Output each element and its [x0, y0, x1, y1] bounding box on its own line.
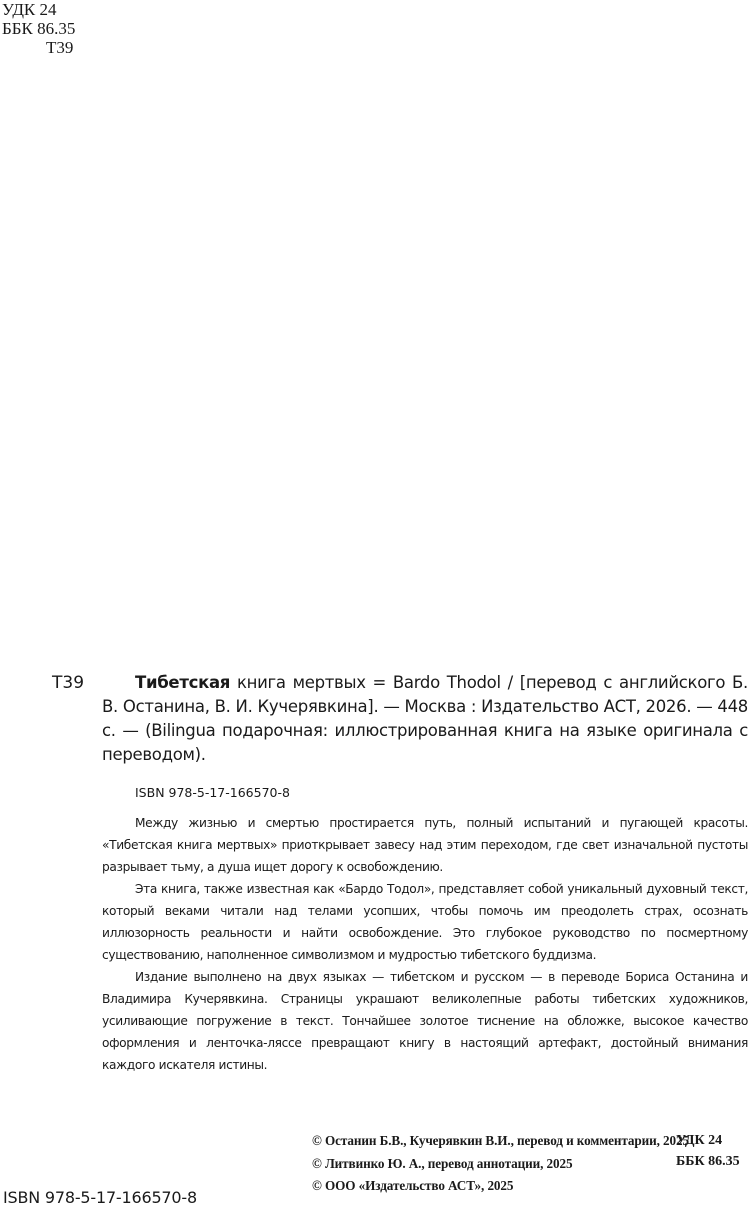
annotation-paragraph-3: Издание выполнено на двух языках — тибетском и русском — в переводе Бориса Останина и Владимира Кучерявкина. Страницы украшают великолепные работы тибетских художников, усиливающие погружение в текст. Тончайшее золотое тиснение на обложке, высокое качество оформления и ленточка-ляссе превращают книгу в настоящий артефакт, достойный внимания каждого искателя истины.: [102, 970, 748, 1072]
top-udk-code: УДК 24: [2, 0, 57, 19]
entry-isbn: ISBN 978-5-17-166570-8: [135, 785, 290, 800]
top-author-code: Т39: [46, 38, 74, 57]
bottom-classification-codes: [676, 1130, 740, 1172]
bibliographic-entry: [102, 671, 748, 767]
annotation-paragraph-2: Эта книга, также известная как «Бардо Тодол», представляет собой уникальный духовный текст, который веками читали над телами усопших, чтобы помочь им преодолеть страх, осознать иллюзорность реальности и найти освобождение. Это глубокое руководство по посмертному существованию, наполненное символизмом и мудростью тибетского буддизма.: [102, 882, 748, 962]
top-classification-codes: [2, 0, 75, 57]
entry-title-bold: Тибетская: [135, 673, 231, 692]
top-bbk-code: ББК 86.35: [2, 19, 76, 38]
copyright-publisher: © ООО «Издательство АСТ», 2025: [312, 1178, 514, 1193]
bottom-bbk-code: ББК 86.35: [676, 1154, 740, 1169]
bottom-isbn: ISBN 978-5-17-166570-8: [3, 1188, 197, 1207]
entry-title-rest: книга мертвых = Bardo Thodol / [перевод с английского Б. В. Останина, В. И. Кучерявкина]. — Москва : Издательство АСТ, 2026. — 448 с. — (Bilingua подарочная: иллюстрированная книга на языке оригинала с переводом).: [102, 673, 748, 764]
bottom-udk-code: УДК 24: [676, 1133, 723, 1148]
annotation-paragraph-1: Между жизнью и смертью простирается путь, полный испытаний и пугающей красоты. «Тибетская книга мертвых» приоткрывает завесу над этим переходом, где свет изначальной пустоты разрывает тьму, а душа ищет дорогу к освобождению.: [102, 816, 748, 874]
entry-author-code: Т39: [52, 673, 85, 693]
copyright-annotation: © Литвинко Ю. А., перевод аннотации, 2025: [312, 1155, 573, 1171]
annotation: [102, 812, 748, 1076]
copyright-translation: © Останин Б.В., Кучерявкин В.И., перевод и комментарии, 2025: [312, 1133, 689, 1148]
